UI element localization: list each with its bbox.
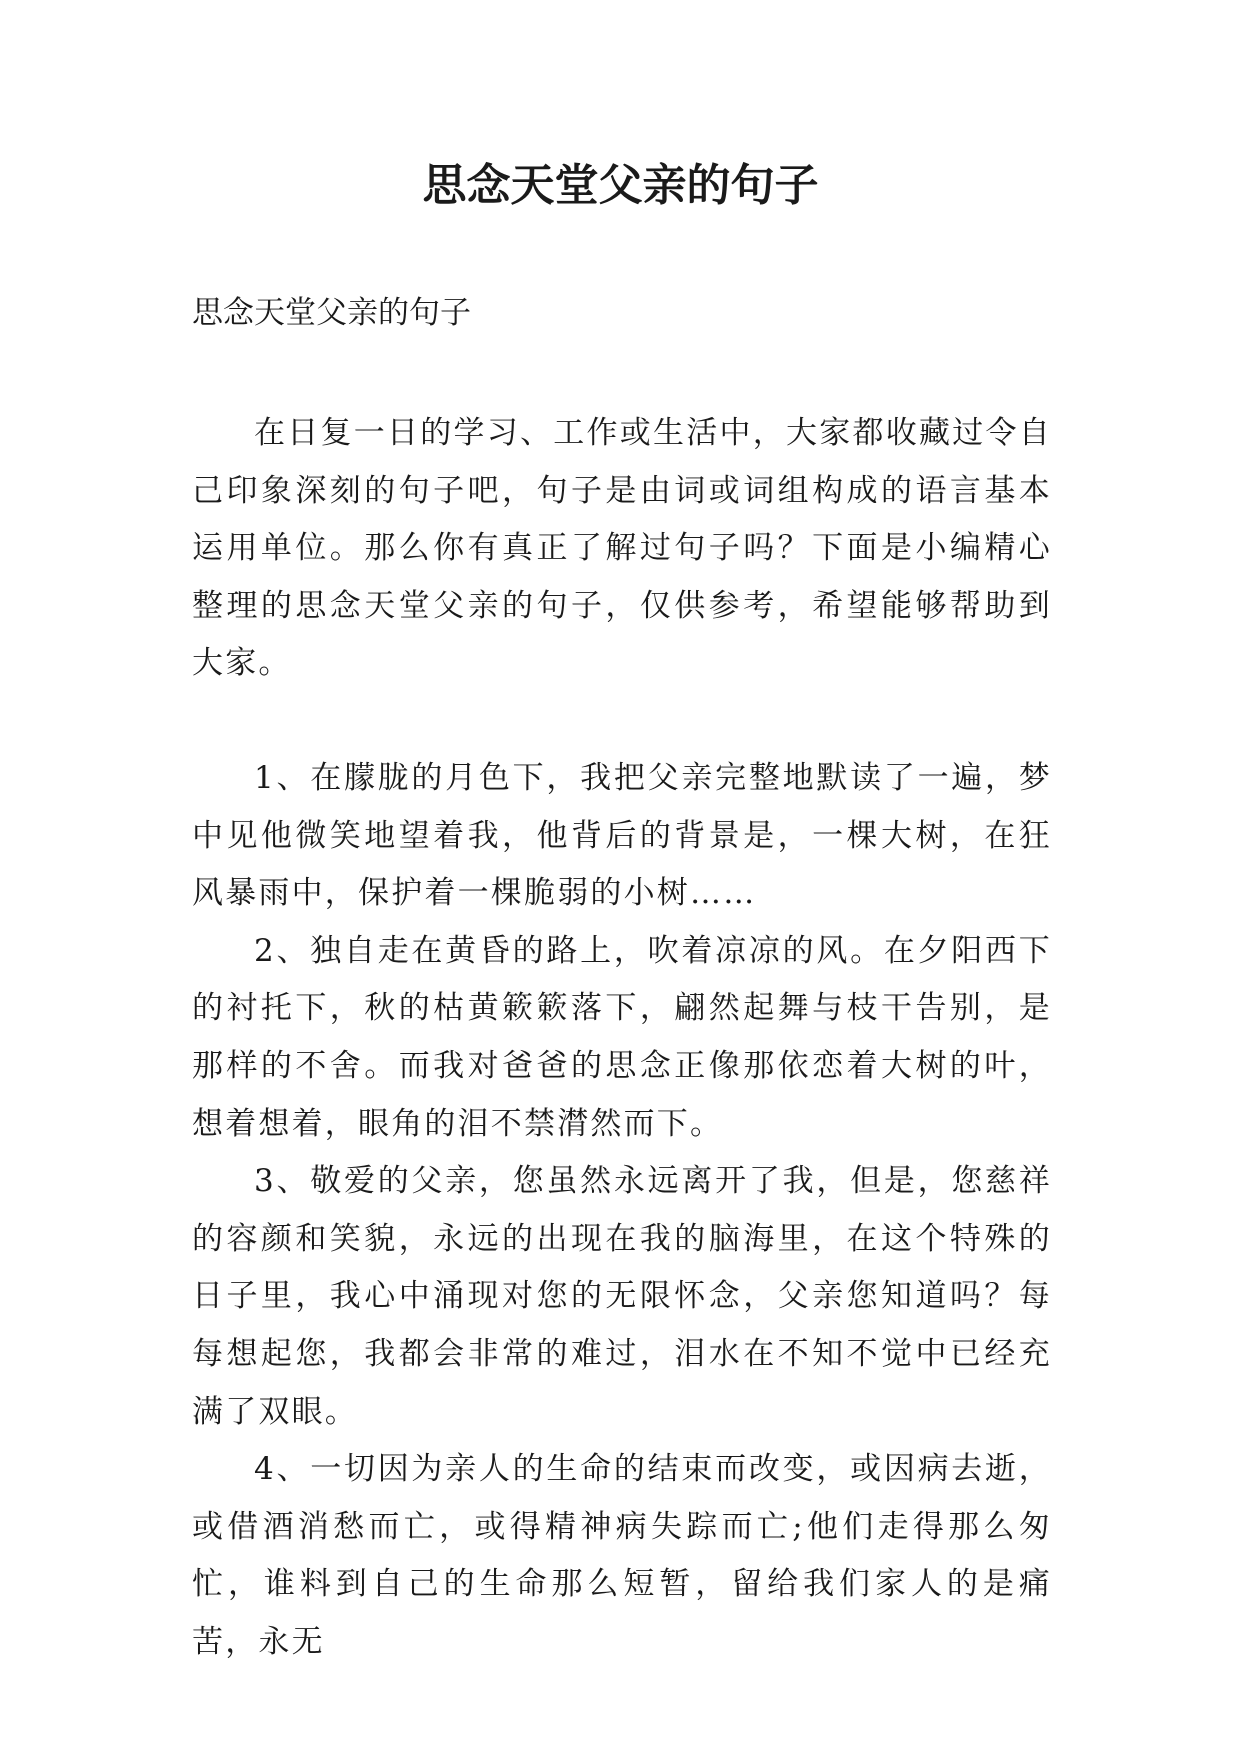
sentence-item-4: 4、一切因为亲人的生命的结束而改变，或因病去逝，或借酒消愁而亡，或得精神病失踪而亡;他们走得那么匆忙，谁料到自己的生命那么短暂，留给我们家人的是痛苦，永无 [192,1451,1052,1660]
sentence-item-2: 2、独自走在黄昏的路上，吹着凉凉的风。在夕阳西下的衬托下，秋的枯黄簌簌落下，翩然起舞与枝干告别，是那样的不舍。而我对爸爸的思念正像那依恋着大树的叶，想着想着，眼角的泪不禁潸然而下。 [192,932,1052,1142]
document-subtitle: 思念天堂父亲的句子 [192,295,471,331]
sentence-item-3: 3、敬爱的父亲，您虽然永远离开了我，但是，您慈祥的容颜和笑貌，永远的出现在我的脑海里，在这个特殊的日子里，我心中涌现对您的无限怀念，父亲您知道吗？每每想起您，我都会非常的难过，泪水在不知不觉中已经充满了双眼。 [192,1163,1052,1430]
sentence-item-1: 1、在朦胧的月色下，我把父亲完整地默读了一遍，梦中见他微笑地望着我，他背后的背景是，一棵大树，在狂风暴雨中，保护着一棵脆弱的小树…… [192,759,1052,912]
document-body [192,405,1052,1671]
document-title: 思念天堂父亲的句子 [422,160,819,211]
intro-paragraph: 在日复一日的学习、工作或生活中，大家都收藏过令自己印象深刻的句子吧，句子是由词或词组构成的语言基本运用单位。那么你有真正了解过句子吗？下面是小编精心整理的思念天堂父亲的句子，仅供参考，希望能够帮助到大家。 [192,415,1052,682]
